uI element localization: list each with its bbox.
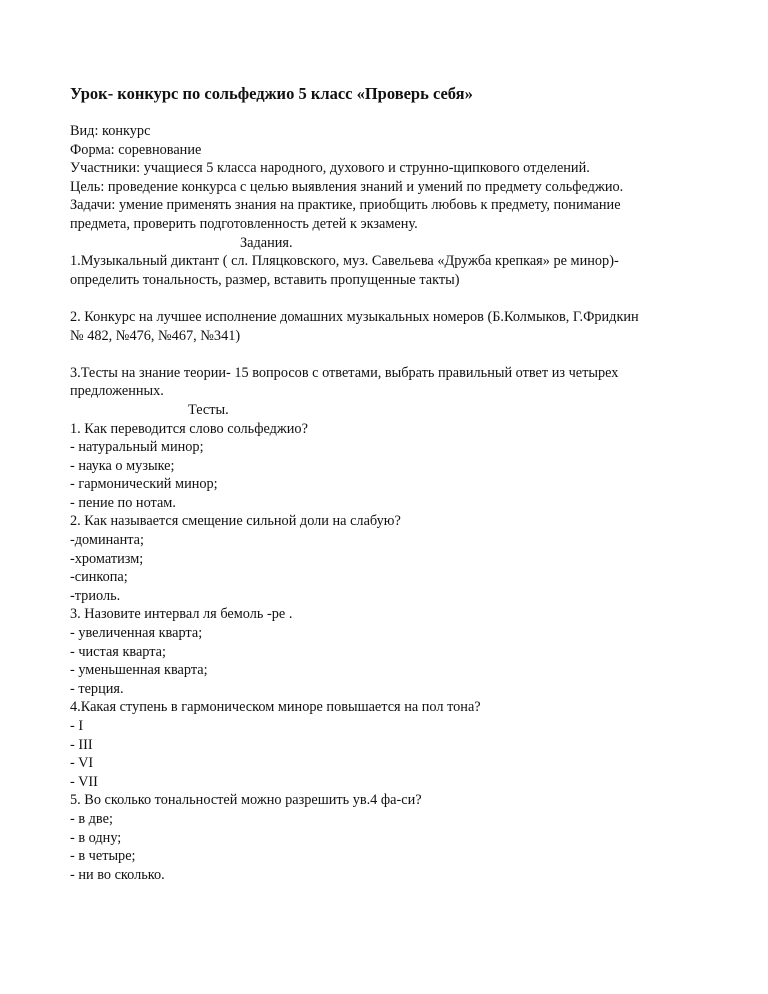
answer-option: -хроматизм; — [70, 550, 144, 567]
answer-option: - чистая кварта; — [70, 643, 166, 660]
answer-option: -синкопа; — [70, 569, 128, 586]
answer-option: - гармонический минор; — [70, 476, 218, 493]
answer-option: - натуральный минор; — [70, 439, 204, 456]
answer-option: - пение по нотам. — [70, 494, 176, 511]
answer-option: - I — [70, 718, 84, 734]
question-2: 2. Как называется смещение сильной доли на слабую? — [70, 513, 401, 530]
spacer — [70, 345, 710, 364]
answer-option: - терция. — [70, 680, 124, 697]
intro-goal: Цель: проведение конкурса с целью выявления знаний и умений по предмету сольфеджио. — [70, 178, 624, 195]
question-4: 4.Какая ступень в гармоническом миноре повышается на пол тона? — [70, 699, 481, 716]
answer-option: - в одну; — [70, 829, 122, 846]
answer-option: -триоль. — [70, 587, 121, 604]
tasks-heading: Задания. — [240, 234, 293, 251]
intro-type: Вид: конкурс — [70, 123, 151, 139]
answer-option: - III — [70, 736, 93, 753]
answer-option: - VI — [70, 755, 94, 772]
answer-option: -доминанта; — [70, 532, 144, 549]
intro-participants: Участники: учащиеся 5 класса народного, духового и струнно-щипкового отделений. — [70, 160, 590, 177]
question-3: 3. Назовите интервал ля бемоль -ре . — [70, 606, 293, 623]
answer-option: - увеличенная кварта; — [70, 625, 203, 642]
answer-option: - наука о музыке; — [70, 457, 175, 474]
tests-heading: Тесты. — [188, 401, 229, 418]
intro-objectives: Задачи: умение применять знания на практике, приобщить любовь к предмету, понимание — [70, 197, 621, 214]
answer-option: - в четыре; — [70, 848, 136, 865]
intro-objectives-cont: предмета, проверить подготовленность детей к экзамену. — [70, 215, 418, 232]
task-3-line-2: предложенных. — [70, 383, 164, 400]
task-3-line-1: 3.Тесты на знание теории- 15 вопросов с ответами, выбрать правильный ответ из четырех — [70, 364, 619, 381]
answer-option: - ни во сколько. — [70, 866, 165, 883]
task-2-line-1: 2. Конкурс на лучшее исполнение домашних музыкальных номеров (Б.Колмыков, Г.Фридкин — [70, 308, 639, 325]
question-1: 1. Как переводится слово сольфеджио? — [70, 420, 308, 437]
task-2-line-2: № 482, №476, №467, №341) — [70, 327, 241, 344]
document-title: Урок- конкурс по сольфеджио 5 класс «Проверь себя» — [70, 84, 473, 103]
spacer — [70, 289, 710, 308]
task-1-line-1: 1.Музыкальный диктант ( сл. Пляцковского, муз. Савельева «Дружба крепкая» ре минор)- — [70, 253, 619, 270]
answer-option: - уменьшенная кварта; — [70, 662, 208, 679]
answer-option: - VII — [70, 773, 98, 790]
answer-option: - в две; — [70, 810, 113, 827]
intro-form: Форма: соревнование — [70, 141, 202, 158]
task-1-line-2: определить тональность, размер, вставить пропущенные такты) — [70, 271, 460, 288]
document-body — [70, 122, 710, 884]
question-5: 5. Во сколько тональностей можно разрешить ув.4 фа-си? — [70, 792, 422, 809]
